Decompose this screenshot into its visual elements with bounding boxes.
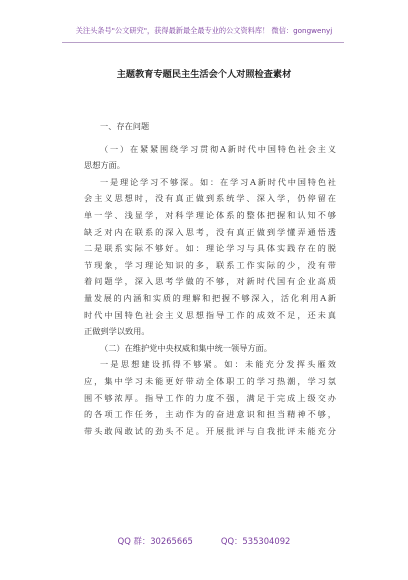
paragraph-line: 量发展的内涵和实质的理解和把握不够深入，活化利用A新	[84, 292, 336, 303]
paragraph-line: 应，集中学习未能更好带动全体职工的学习热潮，学习氛	[84, 375, 336, 386]
paragraph-line: 时代中国特色社会主义思想指导工作的成效不足，还未真	[84, 309, 336, 320]
paragraph-line: 二是联系实际不够好。如：理论学习与具体实践存在的脱	[84, 243, 336, 254]
subsection-heading-line: （二）在维护党中央权威和集中统一领导方面。	[100, 342, 272, 353]
header-divider	[62, 42, 344, 43]
paragraph-line: 一是思想建设抓得不够紧。如：未能充分发挥头雁效	[100, 359, 336, 370]
document-body	[84, 118, 336, 439]
paragraph-line: 会主义思想时，没有真正做到系统学、深入学，仍停留在	[84, 193, 336, 204]
footer-qq-group: QQ 群：30265665	[117, 536, 193, 546]
paragraph-line: 一是理论学习不够深。如：在学习A新时代中国特色社	[100, 176, 336, 187]
header-note: 关注头条号"公文研究"，获得最新最全最专业的公文资料库！ 微信：gongwenyj	[75, 26, 333, 35]
subsection-heading-line: （一）在紧紧围绕学习贯彻A新时代中国特色社会主义	[100, 143, 336, 154]
paragraph-line: 单一学、浅显学，对科学理论体系的整体把握和认知不够	[84, 209, 336, 220]
section-heading: 一、存在问题	[100, 121, 150, 131]
document-title: 主题教育专题民主生活会个人对照检查素材	[116, 69, 292, 80]
paragraph-line: 正做到学以致用。	[84, 326, 150, 337]
paragraph-line: 围不够浓厚。指导工作的力度不强，满足于完成上级交办	[84, 392, 336, 403]
footer-contact	[0, 535, 408, 547]
paragraph-line: 着问题学，深入思考学做的不够，对新时代国有企业高质	[84, 276, 336, 287]
paragraph-line: 节现象，学习理论知识的多，联系工作实际的少，没有带	[84, 259, 336, 270]
paragraph-line: 的各项工作任务，主动作为的奋进意识和担当精神不够，	[84, 409, 336, 420]
footer-qq: QQ：535304092	[220, 536, 291, 546]
paragraph-line: 缺乏对内在联系的深入思考，没有真正做到学懂弄通悟透	[84, 226, 336, 237]
subsection-heading-line: 思想方面。	[84, 160, 125, 171]
paragraph-line: 带头敢闯敢试的劲头不足。开展批评与自我批评未能充分	[84, 425, 336, 436]
